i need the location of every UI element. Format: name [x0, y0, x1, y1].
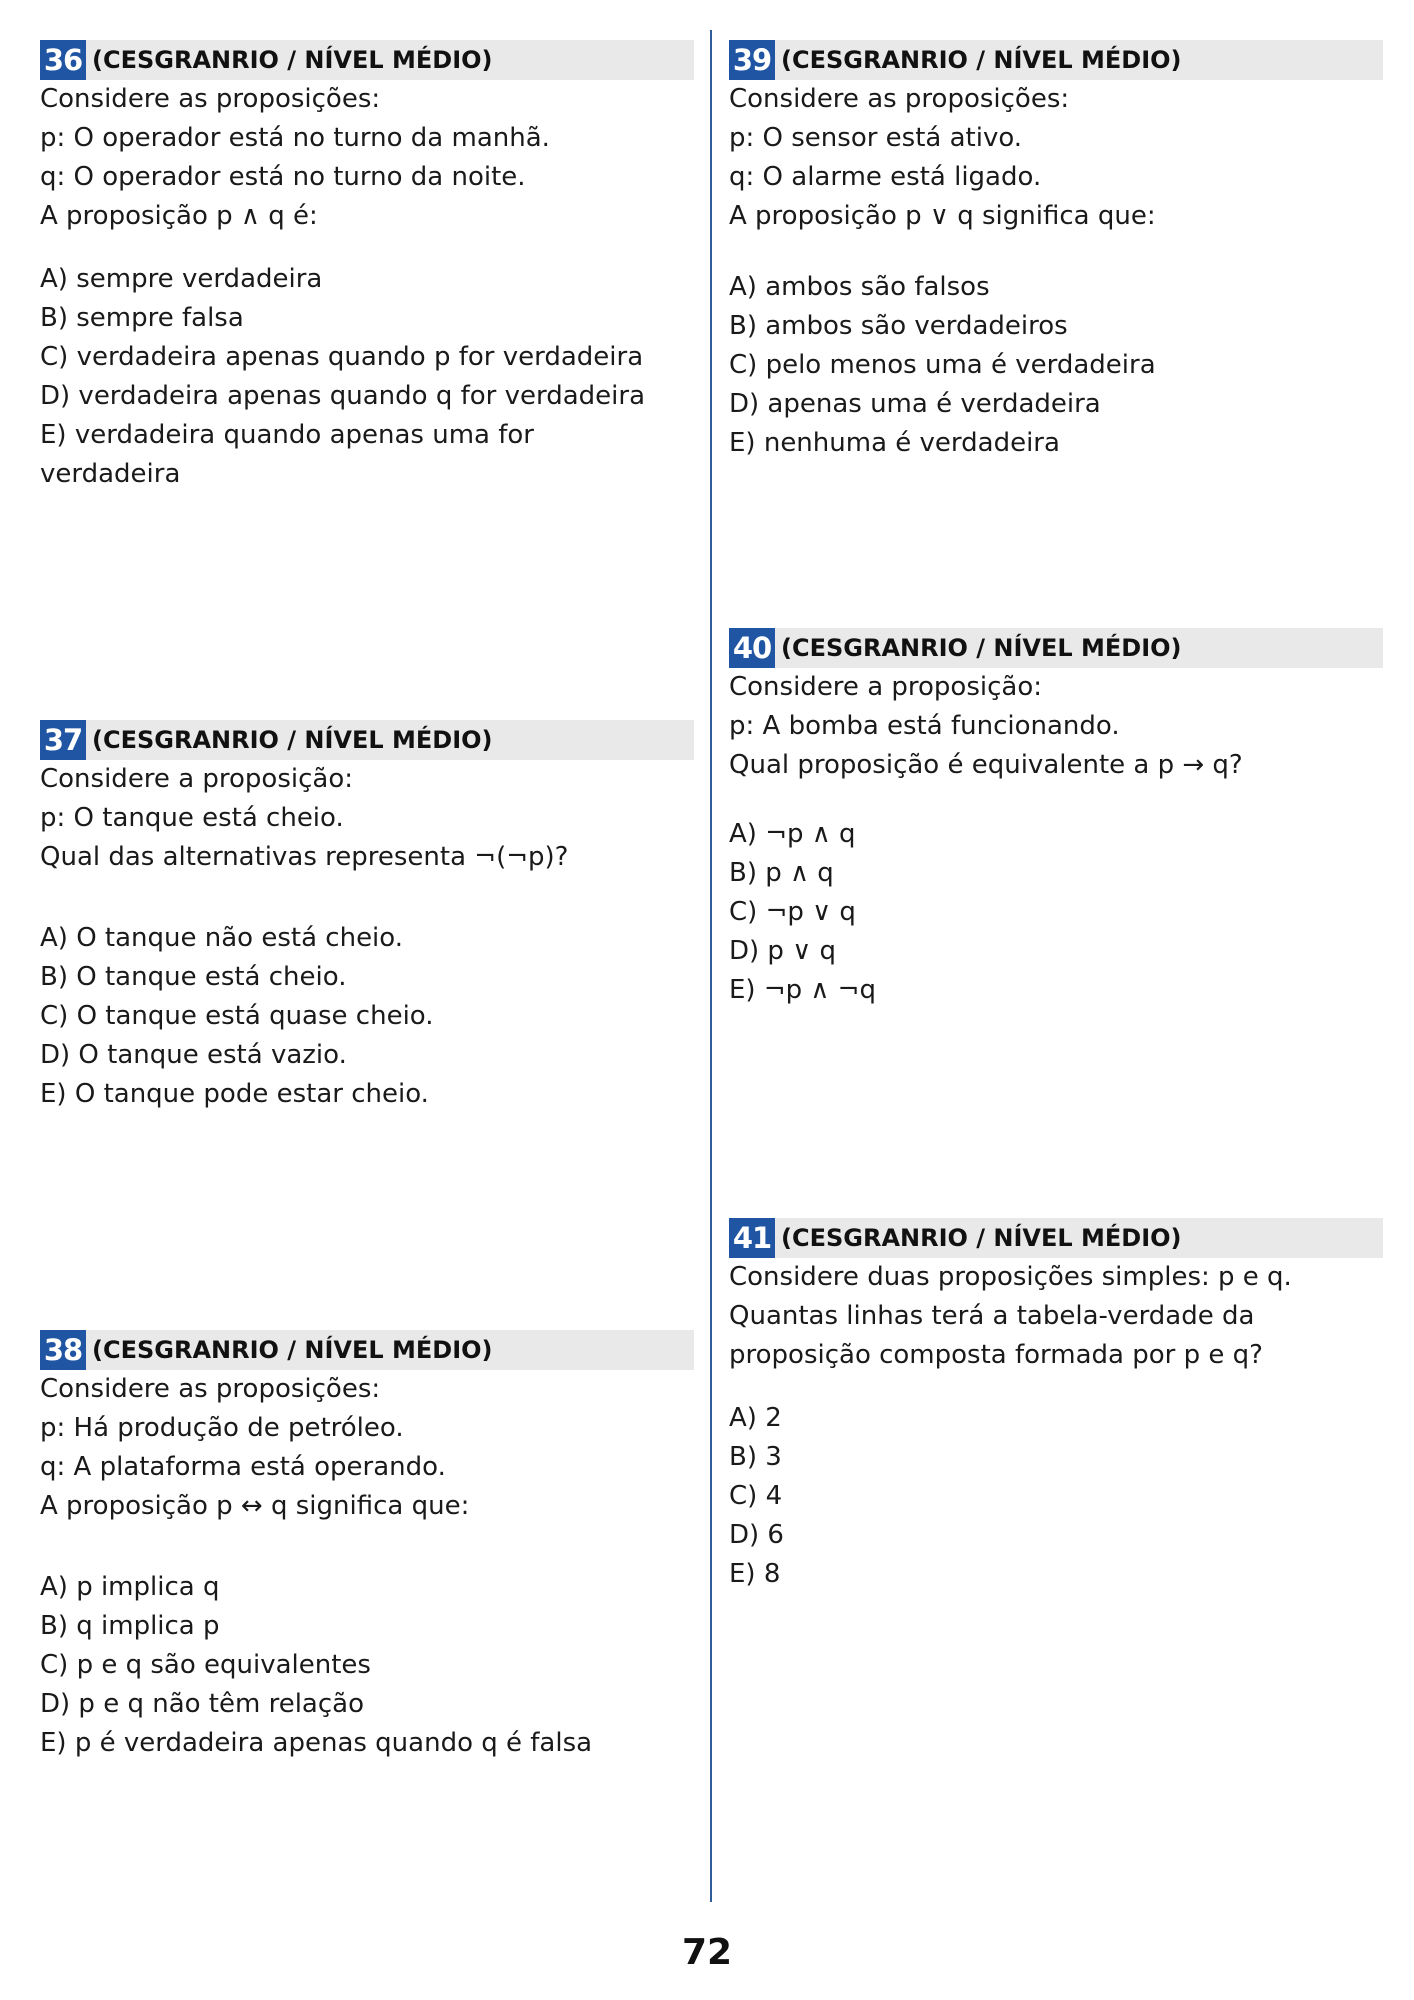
- proposition-p: p: Há produção de petróleo.: [40, 1413, 404, 1443]
- question-body: [729, 80, 1383, 463]
- options-list: [729, 1399, 1383, 1594]
- question-header: [40, 720, 694, 760]
- option-a[interactable]: A) O tanque não está cheio.: [40, 923, 403, 953]
- question-source: (CESGRANRIO / NÍVEL MÉDIO): [92, 726, 493, 754]
- question-header: [40, 40, 694, 80]
- option-c[interactable]: C) verdadeira apenas quando p for verdadeira: [40, 342, 644, 372]
- question-intro: Considere as proposições:: [40, 84, 381, 114]
- proposition-q: q: A plataforma está operando.: [40, 1452, 446, 1482]
- question-source: (CESGRANRIO / NÍVEL MÉDIO): [781, 46, 1182, 74]
- column-divider: [710, 30, 712, 1902]
- question-36: [40, 40, 694, 494]
- options-list: [729, 268, 1383, 463]
- option-e[interactable]: E) 8: [729, 1559, 781, 1589]
- question-body: [40, 1370, 694, 1763]
- option-a[interactable]: A) ¬p ∧ q: [729, 819, 856, 849]
- option-b[interactable]: B) 3: [729, 1442, 782, 1472]
- question-39: [729, 40, 1383, 463]
- option-b[interactable]: B) q implica p: [40, 1611, 220, 1641]
- option-d[interactable]: D) apenas uma é verdadeira: [729, 389, 1101, 419]
- question-number-badge: 38: [40, 1330, 86, 1370]
- question-38: [40, 1330, 694, 1763]
- question-intro: Considere duas proposições simples: p e q.: [729, 1262, 1292, 1292]
- option-e[interactable]: E) ¬p ∧ ¬q: [729, 975, 876, 1005]
- question-stem: A proposição p ∨ q significa que:: [729, 201, 1156, 231]
- option-b[interactable]: B) sempre falsa: [40, 303, 244, 333]
- proposition-p: p: O tanque está cheio.: [40, 803, 344, 833]
- question-header: [729, 1218, 1383, 1258]
- question-number-badge: 41: [729, 1218, 775, 1258]
- question-stem: A proposição p ↔ q significa que:: [40, 1491, 470, 1521]
- option-e[interactable]: E) p é verdadeira apenas quando q é falsa: [40, 1728, 593, 1758]
- question-stem: Qual das alternativas representa ¬(¬p)?: [40, 842, 569, 872]
- option-b[interactable]: B) ambos são verdadeiros: [729, 311, 1068, 341]
- option-d[interactable]: D) O tanque está vazio.: [40, 1040, 347, 1070]
- question-intro: Considere a proposição:: [40, 764, 353, 794]
- option-e[interactable]: E) O tanque pode estar cheio.: [40, 1079, 429, 1109]
- option-d[interactable]: D) 6: [729, 1520, 784, 1550]
- question-intro: Considere as proposições:: [40, 1374, 381, 1404]
- question-40: [729, 628, 1383, 1010]
- question-source: (CESGRANRIO / NÍVEL MÉDIO): [781, 1224, 1182, 1252]
- option-b[interactable]: B) O tanque está cheio.: [40, 962, 347, 992]
- question-intro: Considere a proposição:: [729, 672, 1042, 702]
- question-41: [729, 1218, 1383, 1594]
- question-stem: Qual proposição é equivalente a p → q?: [729, 750, 1243, 780]
- question-stem: Quantas linhas terá a tabela-verdade da proposição composta formada por p e q?: [729, 1301, 1263, 1370]
- question-number-badge: 37: [40, 720, 86, 760]
- option-c[interactable]: C) p e q são equivalentes: [40, 1650, 371, 1680]
- question-body: [729, 668, 1383, 1010]
- question-header: [729, 40, 1383, 80]
- question-source: (CESGRANRIO / NÍVEL MÉDIO): [92, 1336, 493, 1364]
- option-c[interactable]: C) 4: [729, 1481, 783, 1511]
- option-e[interactable]: E) nenhuma é verdadeira: [729, 428, 1060, 458]
- option-e[interactable]: E) verdadeira quando apenas uma for verdadeira: [40, 420, 534, 489]
- question-body: [40, 80, 694, 494]
- question-header: [729, 628, 1383, 668]
- question-header: [40, 1330, 694, 1370]
- question-body: [729, 1258, 1383, 1594]
- option-a[interactable]: A) sempre verdadeira: [40, 264, 323, 294]
- options-list: [40, 919, 694, 1114]
- option-d[interactable]: D) p e q não têm relação: [40, 1689, 364, 1719]
- proposition-p: p: O operador está no turno da manhã.: [40, 123, 550, 153]
- options-list: [40, 1568, 694, 1763]
- question-intro: Considere as proposições:: [729, 84, 1070, 114]
- option-a[interactable]: A) 2: [729, 1403, 782, 1433]
- option-c[interactable]: C) ¬p ∨ q: [729, 897, 856, 927]
- question-body: [40, 760, 694, 1114]
- option-b[interactable]: B) p ∧ q: [729, 858, 834, 888]
- proposition-p: p: O sensor está ativo.: [729, 123, 1023, 153]
- page-number: 72: [681, 1932, 733, 1973]
- options-list: [40, 260, 694, 494]
- option-c[interactable]: C) O tanque está quase cheio.: [40, 1001, 434, 1031]
- option-d[interactable]: D) verdadeira apenas quando q for verdadeira: [40, 381, 645, 411]
- proposition-q: q: O operador está no turno da noite.: [40, 162, 526, 192]
- option-a[interactable]: A) ambos são falsos: [729, 272, 990, 302]
- option-a[interactable]: A) p implica q: [40, 1572, 220, 1602]
- option-c[interactable]: C) pelo menos uma é verdadeira: [729, 350, 1156, 380]
- options-list: [729, 815, 1383, 1010]
- question-stem: A proposição p ∧ q é:: [40, 201, 318, 231]
- question-source: (CESGRANRIO / NÍVEL MÉDIO): [781, 634, 1182, 662]
- question-number-badge: 40: [729, 628, 775, 668]
- question-37: [40, 720, 694, 1114]
- proposition-q: q: O alarme está ligado.: [729, 162, 1042, 192]
- question-number-badge: 39: [729, 40, 775, 80]
- proposition-p: p: A bomba está funcionando.: [729, 711, 1120, 741]
- question-source: (CESGRANRIO / NÍVEL MÉDIO): [92, 46, 493, 74]
- question-number-badge: 36: [40, 40, 86, 80]
- option-d[interactable]: D) p ∨ q: [729, 936, 836, 966]
